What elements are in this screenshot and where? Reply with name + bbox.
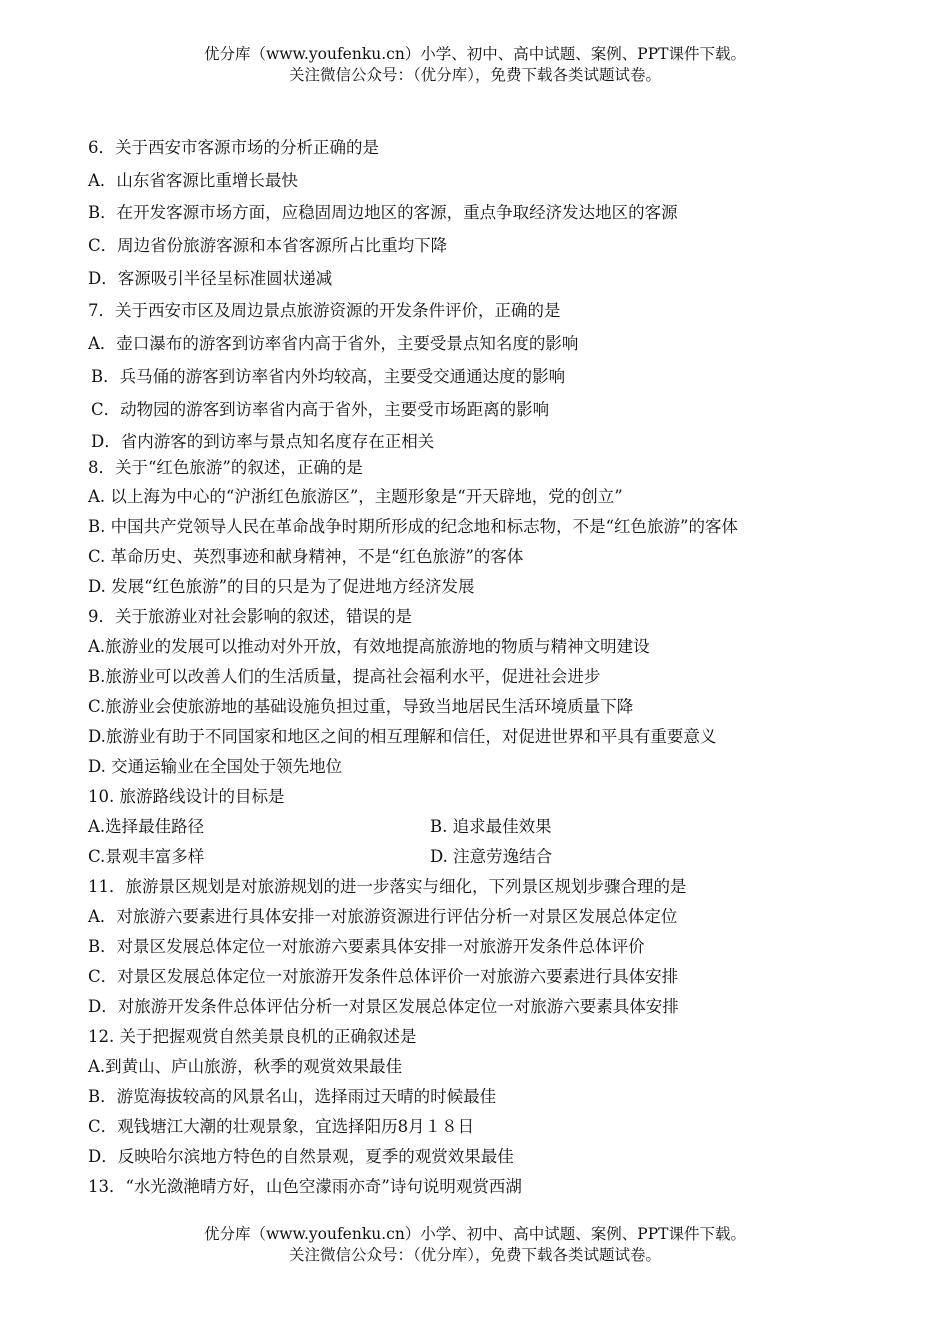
question-6-option-b: B．在开发客源市场方面，应稳固周边地区的客源，重点争取经济发达地区的客源 [88,203,678,223]
question-11-option-c: C．对景区发展总体定位一对旅游开发条件总体评价一对旅游六要素进行具体安排 [88,966,679,986]
question-10-option-a: A.选择最佳路径 [88,816,205,836]
question-10-options-row-2 [88,842,888,872]
question-12-option-a: A.到黄山、庐山旅游，秋季的观赏效果最佳 [88,1056,403,1076]
question-9-option-d: D.旅游业有助于不同国家和地区之间的相互理解和信任，对促进世界和平具有重要意义 [88,726,717,746]
question-list [88,132,888,1202]
header-line-2: 关注微信公众号：（优分库），免费下载各类试题试卷。 [288,66,661,84]
question-7-option-b: B．兵马俑的游客到访率省内外均较高，主要受交通通达度的影响 [91,366,566,386]
question-13-stem: 13．“水光潋滟晴方好，山色空濛雨亦奇”诗句说明观赏西湖 [88,1176,522,1196]
question-11-option-b: B．对景区发展总体定位一对旅游六要素具体安排一对旅游开发条件总体评价 [88,936,645,956]
question-6-option-c: C．周边省份旅游客源和本省客源所占比重均下降 [88,236,448,256]
question-7-stem: 7．关于西安市区及周边景点旅游资源的开发条件评价，正确的是 [88,301,561,321]
question-11-option-d: D．对旅游开发条件总体评估分析一对景区发展总体定位一对旅游六要素具体安排 [88,996,679,1016]
question-6-option-a: A．山东省客源比重增长最快 [88,170,298,190]
question-6-stem: 6．关于西安市客源市场的分析正确的是 [88,138,379,157]
question-6-option-d: D．客源吸引半径呈标准圆状递减 [88,268,333,288]
page-footer [0,1224,950,1266]
question-9-option-d-extra: D. 交通运输业在全国处于领先地位 [88,756,343,776]
question-10-option-d: D. 注意劳逸结合 [430,846,553,866]
question-9-option-a: A.旅游业的发展可以推动对外开放，有效地提高旅游地的物质与精神文明建设 [88,636,650,656]
question-12-stem: 12. 关于把握观赏自然美景良机的正确叙述是 [88,1026,417,1046]
question-8-option-c: C. 革命历史、英烈事迹和献身精神，不是“红色旅游”的客体 [88,546,524,566]
question-12-option-c: C．观钱塘江大潮的壮观景象，宜选择阳历8月１８日 [88,1116,475,1136]
question-11-stem: 11．旅游景区规划是对旅游规划的进一步落实与细化，下列景区规划步骤合理的是 [88,876,687,896]
page-header [0,44,950,86]
footer-line-2: 关注微信公众号：（优分库），免费下载各类试题试卷。 [288,1246,661,1264]
question-8-option-b: B. 中国共产党领导人民在革命战争时期所形成的纪念地和标志物，不是“红色旅游”的客体 [88,516,738,536]
footer-line-1: 优分库（www.youfenku.cn）小学、初中、高中试题、案例、PPT课件下载。 [203,1225,747,1243]
question-12-option-b: B．游览海拔较高的风景名山，选择雨过天晴的时候最佳 [88,1086,497,1106]
question-9-stem: 9．关于旅游业对社会影响的叙述，错误的是 [88,606,412,626]
question-10-option-c: C.景观丰富多样 [88,846,205,866]
question-8-option-d: D. 发展“红色旅游”的目的只是为了促进地方经济发展 [88,576,475,596]
header-line-1: 优分库（www.youfenku.cn）小学、初中、高中试题、案例、PPT课件下载。 [203,45,747,63]
question-7-option-a: A．壶口瀑布的游客到访率省内高于省外，主要受景点知名度的影响 [88,334,579,354]
question-10-stem: 10. 旅游路线设计的目标是 [88,786,285,806]
question-8-option-a: A. 以上海为中心的“沪浙红色旅游区”，主题形象是“开天辟地，党的创立” [88,486,623,506]
question-9-option-c: C.旅游业会使旅游地的基础设施负担过重，导致当地居民生活环境质量下降 [88,696,634,716]
question-7-option-c: C．动物园的游客到访率省内高于省外，主要受市场距离的影响 [91,399,550,419]
question-10-option-b: B. 追求最佳效果 [430,816,552,836]
question-12-option-d: D．反映哈尔滨地方特色的自然景观，夏季的观赏效果最佳 [88,1146,514,1166]
question-10-options-row-1 [88,812,888,842]
question-9-option-b: B.旅游业可以改善人们的生活质量，提高社会福利水平，促进社会进步 [88,666,601,686]
question-7-option-d: D．省内游客的到访率与景点知名度存在正相关 [91,432,435,452]
question-11-option-a: A．对旅游六要素进行具体安排一对旅游资源进行评估分析一对景区发展总体定位 [88,906,678,926]
question-8-stem: 8．关于“红色旅游”的叙述，正确的是 [88,457,363,477]
